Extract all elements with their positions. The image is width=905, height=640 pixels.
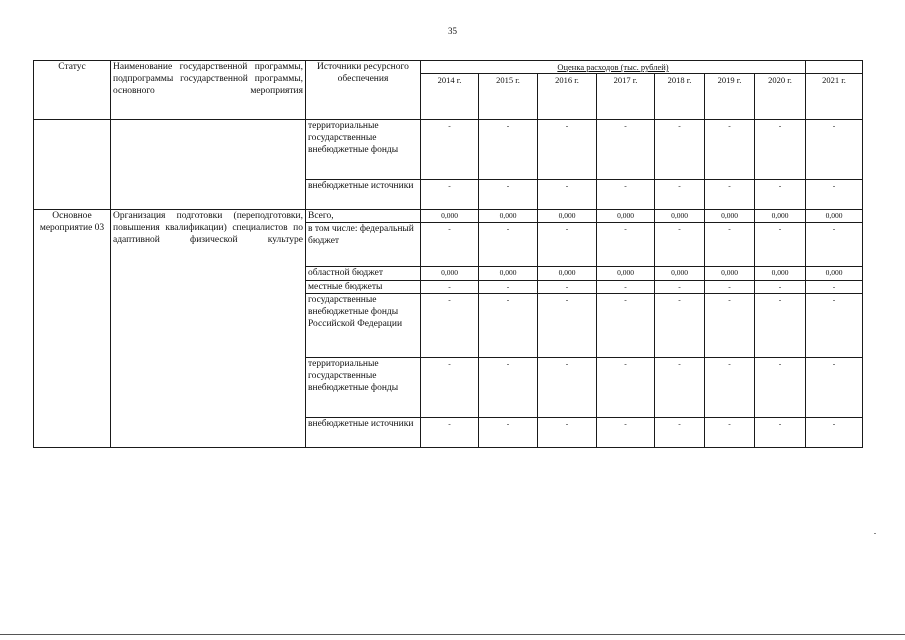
value-cell: - xyxy=(655,120,705,180)
value-cell: - xyxy=(538,418,597,448)
year-cell: 2015 г. xyxy=(479,74,538,120)
value-cell: - xyxy=(597,120,655,180)
value-cell: - xyxy=(806,294,863,358)
value-cell: - xyxy=(421,223,479,267)
source-label: внебюджетные источники xyxy=(306,180,421,210)
value-cell: - xyxy=(538,281,597,294)
value-cell: - xyxy=(806,180,863,210)
value-cell: - xyxy=(705,294,755,358)
value-cell: - xyxy=(421,418,479,448)
value-cell: - xyxy=(479,120,538,180)
value-cell: - xyxy=(597,180,655,210)
value-cell: - xyxy=(755,180,806,210)
year-cell: 2014 г. xyxy=(421,74,479,120)
status-cell-empty xyxy=(34,120,111,210)
value-cell: - xyxy=(597,223,655,267)
source-label: в том числе: федеральный бюджет xyxy=(306,223,421,267)
value-cell: - xyxy=(538,120,597,180)
value-cell: - xyxy=(538,180,597,210)
value-cell: - xyxy=(479,281,538,294)
scan-speck xyxy=(874,533,876,534)
value-cell: 0,000 xyxy=(755,267,806,281)
value-cell: - xyxy=(538,294,597,358)
header-sources: Источники ресурсного обеспечения xyxy=(306,61,421,120)
value-cell: - xyxy=(479,180,538,210)
header-name: Наименование государственной программы, подпрограммы государственной программы, основного мероприятия xyxy=(111,61,306,120)
page-number: 35 xyxy=(448,26,457,36)
value-cell: - xyxy=(597,281,655,294)
value-cell: 0,000 xyxy=(655,267,705,281)
value-cell: - xyxy=(538,223,597,267)
value-cell: - xyxy=(479,358,538,418)
value-cell: - xyxy=(421,358,479,418)
value-cell: 0,000 xyxy=(705,267,755,281)
header-status: Статус xyxy=(34,61,111,120)
value-cell: 0,000 xyxy=(597,210,655,223)
value-cell: - xyxy=(479,294,538,358)
source-label: Всего, xyxy=(306,210,421,223)
source-label: внебюджетные источники xyxy=(306,418,421,448)
value-cell: - xyxy=(655,418,705,448)
value-cell: - xyxy=(655,180,705,210)
value-cell: - xyxy=(705,223,755,267)
value-cell: - xyxy=(479,223,538,267)
value-cell: - xyxy=(755,294,806,358)
source-label: государственные внебюджетные фонды Российской Федерации xyxy=(306,294,421,358)
value-cell: - xyxy=(755,358,806,418)
value-cell: - xyxy=(655,294,705,358)
value-cell: 0,000 xyxy=(538,267,597,281)
value-cell: 0,000 xyxy=(655,210,705,223)
activity-name: Организация подготовки (переподготовки, повышения квалификации) специалистов по адаптивной физической культуре xyxy=(111,210,306,448)
value-cell: - xyxy=(806,281,863,294)
value-cell: 0,000 xyxy=(705,210,755,223)
value-cell: - xyxy=(705,281,755,294)
value-cell: - xyxy=(705,418,755,448)
value-cell: - xyxy=(755,223,806,267)
value-cell: - xyxy=(421,180,479,210)
value-cell: - xyxy=(705,120,755,180)
source-label: местные бюджеты xyxy=(306,281,421,294)
year-cell: 2017 г. xyxy=(597,74,655,120)
value-cell: - xyxy=(597,294,655,358)
value-cell: - xyxy=(806,358,863,418)
value-cell: - xyxy=(479,418,538,448)
activity-status: Основное мероприятие 03 xyxy=(34,210,111,448)
value-cell: 0,000 xyxy=(421,267,479,281)
value-cell: 0,000 xyxy=(755,210,806,223)
year-cell: 2020 г. xyxy=(755,74,806,120)
value-cell: 0,000 xyxy=(806,267,863,281)
year-cell: 2016 г. xyxy=(538,74,597,120)
value-cell: - xyxy=(755,281,806,294)
budget-table xyxy=(33,60,863,448)
value-cell: - xyxy=(597,418,655,448)
value-cell: 0,000 xyxy=(597,267,655,281)
value-cell: - xyxy=(806,418,863,448)
header-estimate: Оценка расходов (тыс. рублей) xyxy=(421,61,806,74)
value-cell: - xyxy=(705,358,755,418)
source-row xyxy=(34,210,863,223)
value-cell: - xyxy=(806,120,863,180)
year-cell: 2021 г. xyxy=(806,74,863,120)
value-cell: - xyxy=(755,418,806,448)
source-label: территориальные государственные внебюджетные фонды xyxy=(306,120,421,180)
value-cell: - xyxy=(538,358,597,418)
value-cell: 0,000 xyxy=(479,267,538,281)
value-cell: - xyxy=(655,223,705,267)
header-row xyxy=(34,61,863,74)
year-cell: 2018 г. xyxy=(655,74,705,120)
value-cell: - xyxy=(806,223,863,267)
name-cell-empty xyxy=(111,120,306,210)
value-cell: - xyxy=(705,180,755,210)
value-cell: 0,000 xyxy=(479,210,538,223)
value-cell: 0,000 xyxy=(538,210,597,223)
value-cell: - xyxy=(421,281,479,294)
source-row xyxy=(34,120,863,180)
value-cell: - xyxy=(655,358,705,418)
source-label: территориальные государственные внебюджетные фонды xyxy=(306,358,421,418)
value-cell: 0,000 xyxy=(421,210,479,223)
value-cell: - xyxy=(421,120,479,180)
value-cell: - xyxy=(655,281,705,294)
value-cell: 0,000 xyxy=(806,210,863,223)
source-label: областной бюджет xyxy=(306,267,421,281)
header-empty-cell xyxy=(806,61,863,74)
value-cell: - xyxy=(421,294,479,358)
value-cell: - xyxy=(755,120,806,180)
page-bottom-rule xyxy=(0,634,905,635)
year-cell: 2019 г. xyxy=(705,74,755,120)
value-cell: - xyxy=(597,358,655,418)
